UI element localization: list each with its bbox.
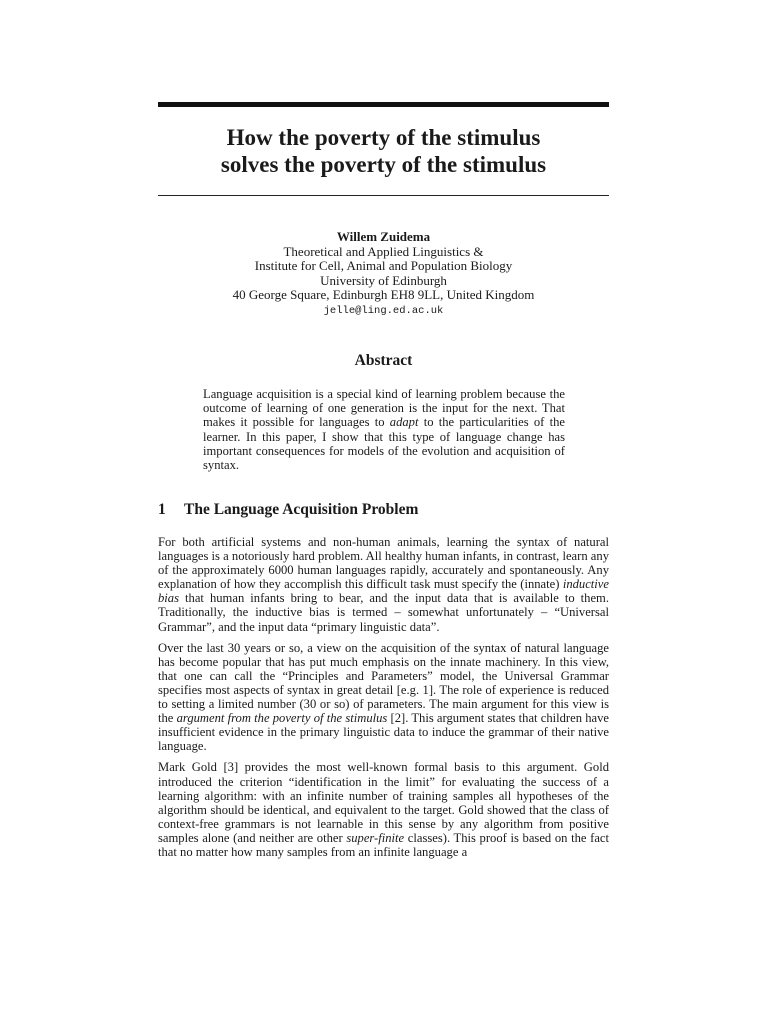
top-rule [158,102,609,107]
body-paragraph [158,760,609,859]
paragraph-text: that human infants bring to bear, and the input data that is available to them. Traditionally, the inductive bias is termed – somewhat unfortunately – “Universal Grammar”, and the input data “primary linguistic data”. [158,591,609,634]
paper-title [158,124,609,178]
paragraph-text: [2]. This argument states that children have insufficient evidence in the primary linguistic data to induce the grammar of their native language. [158,711,609,754]
paragraph-text: Over the last 30 years or so, a view on the acquisition of the syntax of natural language has become popular that has put much emphasis on the innate machinery. In this view, that one can call the “Principles and Parameters” model, the Universal Grammar specifies most aspects of syntax in great detail [e.g. 1]. The role of experience is reduced to setting a limited number (30 or so) of parameters. The main argument for this view is the [158,640,609,726]
abstract-italic-term: adapt [389,415,419,430]
section-body [158,535,609,866]
body-paragraph [158,641,609,754]
paragraph-text: For both artificial systems and non-human animals, learning the syntax of natural languages is a notoriously hard problem. All healthy human infants, in contrast, learn any of the approximately 6000 human languages rapidly, accurately and spontaneously. Any explanation of how they accomplish this difficult task must specify the (innate) [158,535,609,592]
italic-term: inductive bias [158,577,609,606]
author-name: Willem Zuidema [336,229,431,244]
affiliation-line: Institute for Cell, Animal and Population Biology [254,258,513,273]
body-paragraph [158,535,609,634]
affiliation-line: University of Edinburgh [320,272,447,288]
paragraph-text: classes). This proof is based on the fact that no matter how many samples from an infinite language a [158,830,609,859]
abstract-text [203,387,565,472]
affiliation-line: 40 George Square, Edinburgh EH8 9LL, United Kingdom [232,287,535,302]
author-block [158,230,609,318]
abstract-text-part: to the particularities of the learner. In this paper, I show that this type of language change has important consequences for models of the evolution and acquisition of syntax. [203,415,565,473]
section-heading [158,501,609,519]
title-line-1: How the poverty of the stimulus [226,125,541,150]
italic-term: argument from the poverty of the stimulus [176,711,388,726]
section-number: 1 [158,501,166,518]
abstract-text-part: Language acquisition is a special kind of learning problem because the outcome of learning of one generation is the input for the next. That makes it possible for languages to [203,387,565,430]
author-email: jelle@ling.ed.ac.uk [323,304,444,317]
title-rule [158,195,609,196]
paragraph-text: Mark Gold [3] provides the most well-known formal basis to this argument. Gold introduced the criterion “identification in the limit” for evaluating the success of a learning algorithm: with an infinite number of training samples all hypotheses of the algorithm should be identical, and equivalent to the target. Gold showed that the class of context-free grammars is not learnable in this sense by any algorithm from positive samples alone (and neither are other [158,760,609,845]
italic-term: super-finite [346,830,405,845]
title-line-2: solves the poverty of the stimulus [220,152,547,177]
affiliation-line: Theoretical and Applied Linguistics & [283,243,484,259]
abstract-heading: Abstract [354,352,413,369]
section-title: The Language Acquisition Problem [184,501,419,518]
